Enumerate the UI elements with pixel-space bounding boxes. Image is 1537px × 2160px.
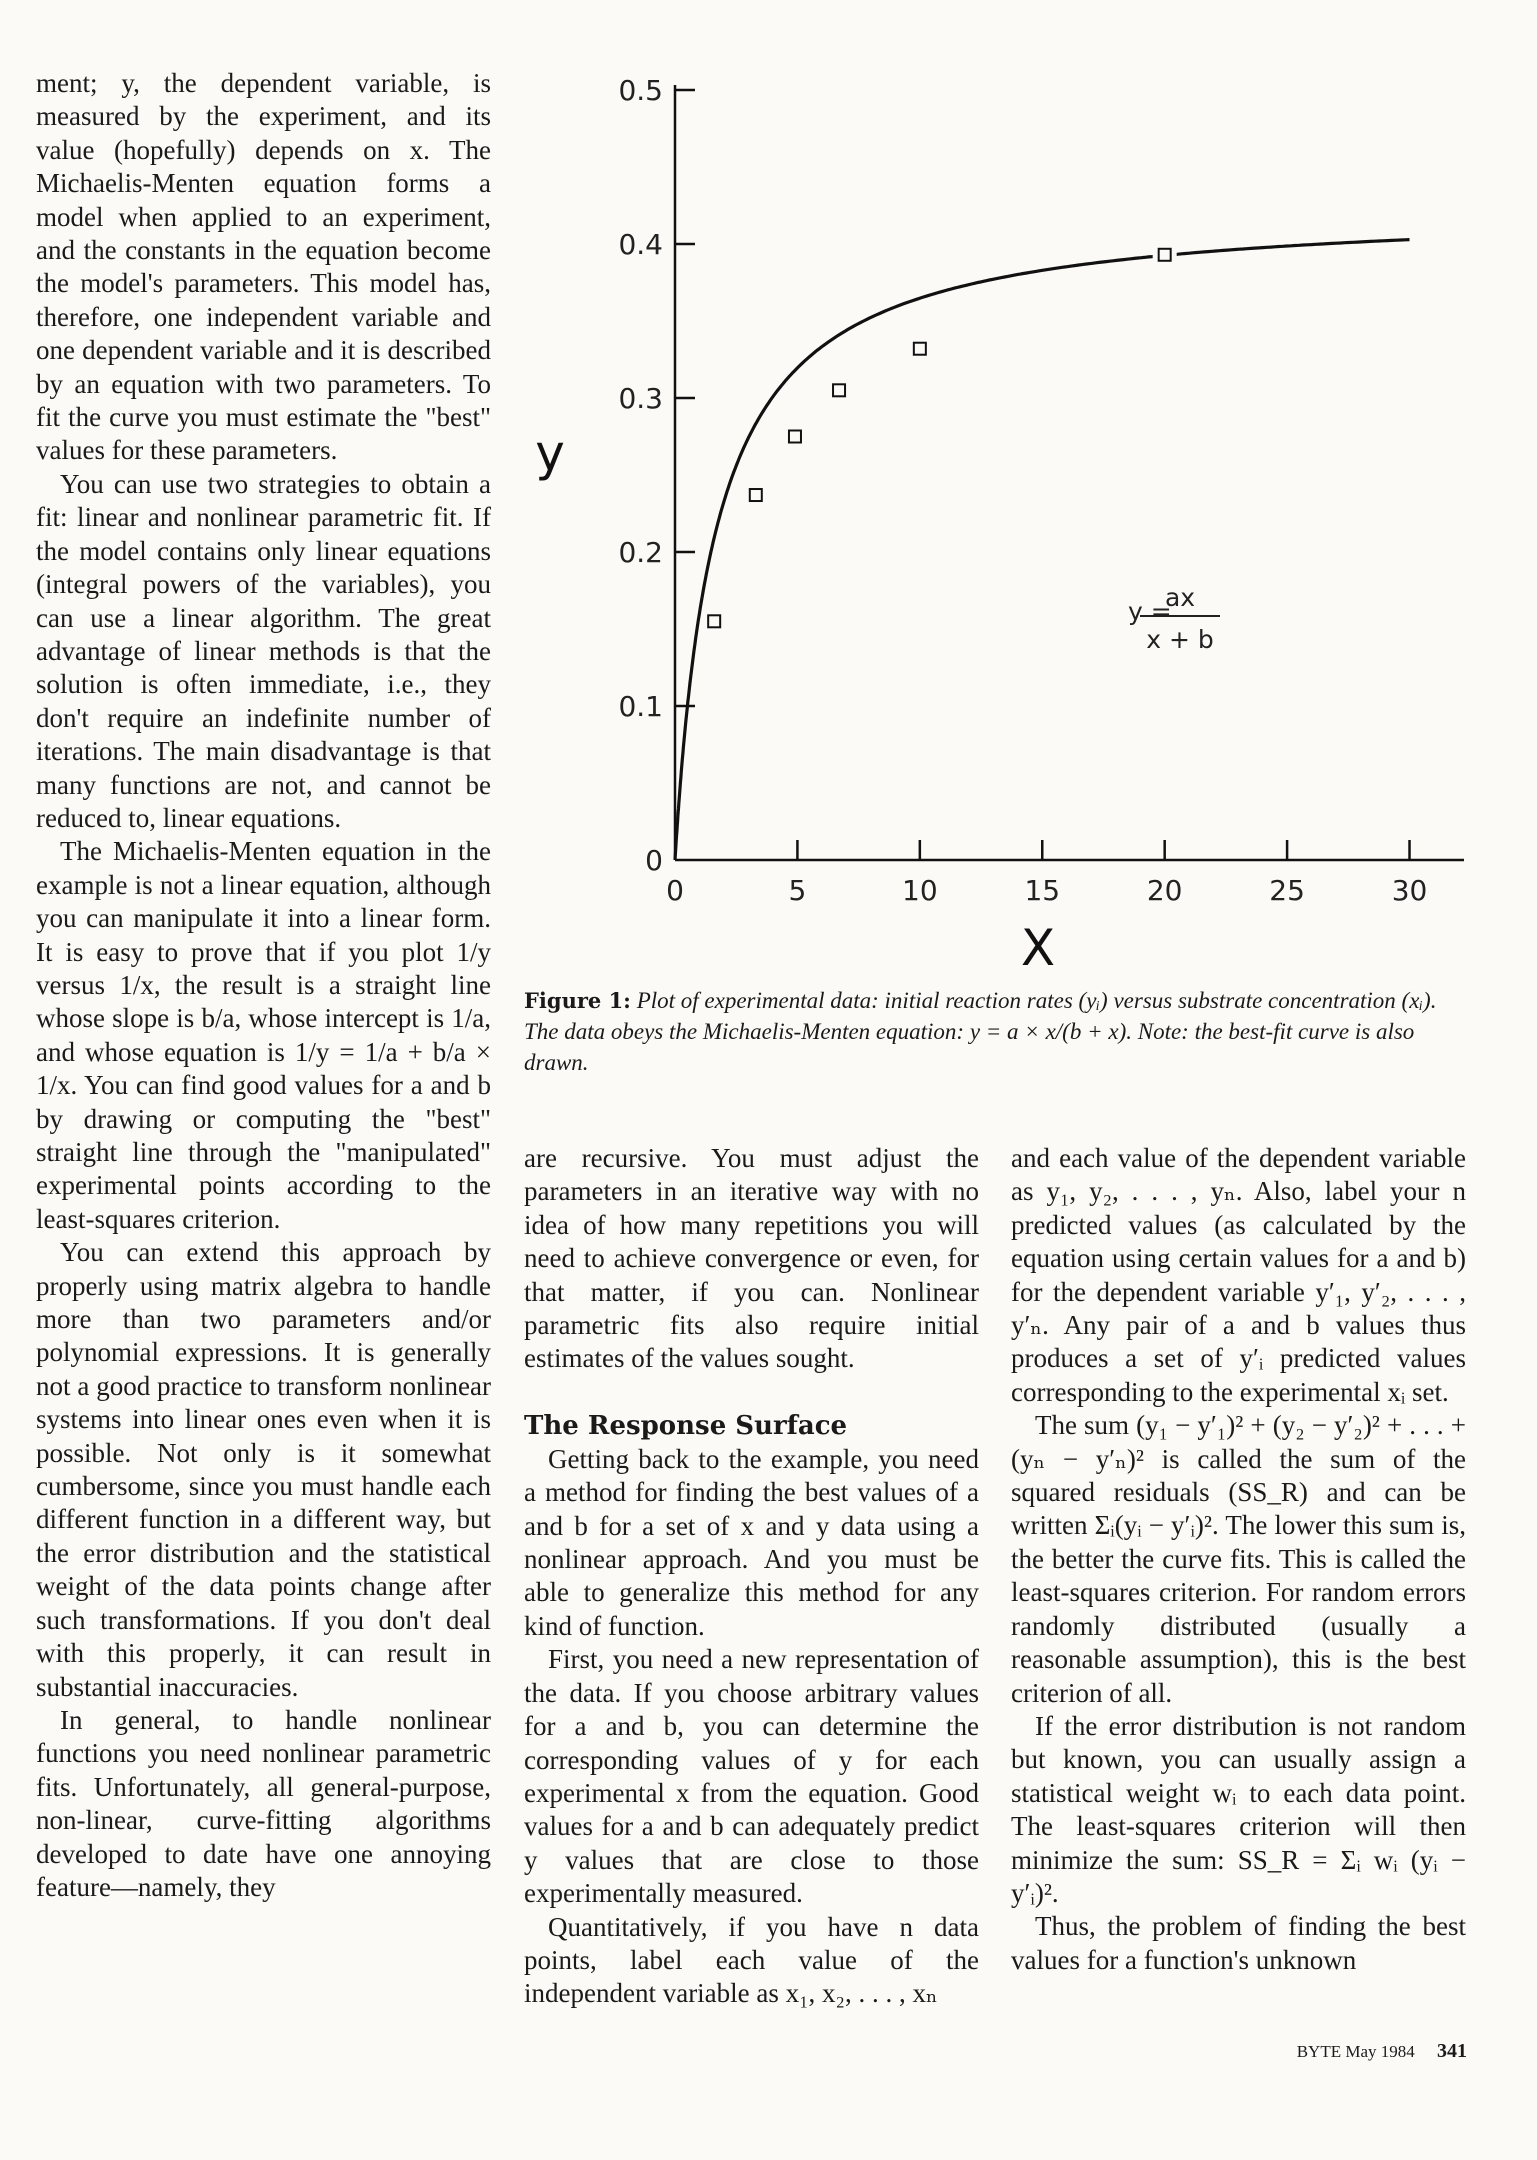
left-paragraph-2: You can use two strategies to obtain a fit: linear and nonlinear parametric fit. If the model contains only linear equations (integral powers of the variables), you can use a linear algorithm. The great advantage of linear methods is that the solution is often immediate, i.e., they don't require an indefinite number of iterations. The main disadvantage is that many functions are not, and cannot be reduced to, linear equations. xyxy=(36,468,491,833)
chart-axes xyxy=(675,85,1464,860)
middle-column xyxy=(524,1142,979,2011)
x-tick-label-25: 25 xyxy=(1269,874,1305,907)
x-tick-label-0: 0 xyxy=(666,874,684,907)
x-axis-label: X xyxy=(1020,919,1056,977)
data-point xyxy=(750,489,762,501)
section-heading: The Response Surface xyxy=(524,1410,848,1441)
footer-source: BYTE May 1984 xyxy=(1296,2042,1415,2061)
y-axis-label: y xyxy=(535,424,565,482)
middle-intro-paragraph: are recursive. You must adjust the parameters in an iterative way with no idea of how many repetitions you will need to achieve convergence or even, for that matter, if you can. Nonlinear parametric fits also require initial estimates of the values sought. xyxy=(524,1143,979,1374)
page-number: 341 xyxy=(1437,2040,1467,2062)
data-point xyxy=(1159,249,1171,261)
figure-1 xyxy=(535,60,1480,990)
x-tick-label-5: 5 xyxy=(788,874,807,907)
left-paragraph-5: In general, to handle nonlinear functions you need nonlinear parametric fits. Unfortunately, all general-purpose, non-linear, curve-fitting algorithms developed to date have one annoying feature—namely, they xyxy=(36,1704,491,1902)
michaelis-menten-chart xyxy=(535,60,1480,985)
right-column xyxy=(1011,1142,1466,1977)
best-fit-curve-path xyxy=(675,240,1410,860)
data-point xyxy=(833,384,845,396)
data-point xyxy=(914,343,926,355)
left-column xyxy=(36,67,491,1904)
x-tick-label-20: 20 xyxy=(1146,874,1183,907)
equation-lhs: y = xyxy=(1128,597,1172,626)
left-paragraph-3: The Michaelis-Menten equation in the example is not a linear equation, although you can manipulate it into a linear form. It is easy to prove that if you plot 1/y versus 1/x, the result is a straight line whose slope is b/a, whose intercept is 1/a, and whose equation is 1/y = 1/a + b/a × 1/x. You can find good values for a and b by drawing or computing the "best" straight line through the "manipulated" experimental points according to the least-squares criterion. xyxy=(36,836,491,1234)
left-paragraph-1: ment; y, the dependent variable, is measured by the experiment, and its value (hopefully) depends on x. The Michaelis-Menten equation forms a model when applied to an experiment, and the constants in the equation become the model's parameters. This model has, therefore, one independent variable and one dependent variable and it is described by an equation with two parameters. To fit the curve you must estimate the "best" values for these parameters. xyxy=(36,68,491,466)
caption-label: Figure 1: xyxy=(524,988,631,1013)
y-tick-label-0: 0 xyxy=(645,844,663,877)
data-point xyxy=(708,615,720,627)
right-paragraph-3: If the error distribution is not random but known, you can usually assign a statistical weight wᵢ to each data point. The least-squares criterion will then minimize the sum: SS_R = Σᵢ wᵢ (yᵢ − y′ᵢ)². xyxy=(1011,1710,1466,1908)
figure-caption xyxy=(524,985,1464,1078)
right-paragraph-1: and each value of the dependent variable as y₁, y₂, . . . , yₙ. Also, label your n predicted values (as calculated by the equation using certain values for a and b) for the dependent variable y′₁, y′₂, . . . , y′ₙ. Any pair of a and b values thus produces a set of y′ᵢ predicted values corresponding to the experimental xᵢ set. xyxy=(1011,1143,1466,1407)
equation-numerator: ax xyxy=(1164,583,1196,612)
right-paragraph-2: The sum (y₁ − y′₁)² + (y₂ − y′₂)² + . . . + (yₙ − y′ₙ)² is called the sum of the squared residuals (SS_R) and can be written Σᵢ(yᵢ − y′ᵢ)². The lower this sum is, the better the curve fits. This is called the least-squares criterion. For random errors randomly distributed (usually a reasonable assumption), this is the best criterion of all. xyxy=(1011,1410,1466,1708)
middle-paragraph-1: Getting back to the example, you need a method for finding the best values of a and b for a set of x and y data using a nonlinear approach. And you must be able to generalize this method for any kind of function. xyxy=(524,1443,979,1641)
y-tick-label-0.2: 0.2 xyxy=(618,536,663,569)
data-points xyxy=(702,243,1177,634)
chart-ticks xyxy=(618,74,1427,907)
y-tick-label-0.3: 0.3 xyxy=(618,382,663,415)
middle-paragraph-2: First, you need a new representation of the data. If you choose arbitrary values for a and b, you can determine the corresponding values of y for each experimental x from the equation. Good values for a and b can adequately predict y values that are close to those experimentally measured. xyxy=(524,1644,979,1909)
left-paragraph-4: You can extend this approach by properly using matrix algebra to handle more than two parameters and/or polynomial expressions. It is generally not a good practice to transform nonlinear systems into linear ones even when it is possible. Not only is it somewhat cumbersome, since you must handle each different function in a different way, but the error distribution and the statistical weight of the data points change after such transformations. If you don't deal with this properly, it can result in substantial inaccuracies. xyxy=(36,1237,491,1702)
middle-paragraph-3: Quantitatively, if you have n data points, label each value of the independent variable as x₁, x₂, . . . , xₙ xyxy=(524,1911,979,2009)
x-tick-label-30: 30 xyxy=(1391,874,1428,907)
y-tick-label-0.1: 0.1 xyxy=(618,690,663,723)
y-tick-label-0.5: 0.5 xyxy=(618,74,663,107)
page-footer xyxy=(1297,2040,1467,2063)
best-fit-curve xyxy=(675,240,1410,860)
right-paragraph-4: Thus, the problem of finding the best values for a function's unknown xyxy=(1011,1911,1466,1975)
y-tick-label-0.4: 0.4 xyxy=(618,228,663,261)
equation-annotation xyxy=(1128,583,1220,654)
x-tick-label-15: 15 xyxy=(1024,874,1061,907)
equation-denominator: x + b xyxy=(1146,625,1214,654)
x-tick-label-10: 10 xyxy=(902,874,938,907)
caption-text: Plot of experimental data: initial reaction rates (yᵢ) versus substrate concentration (xᵢ). The data obeys the Michaelis-Menten equation: y = a × x/(b + x). Note: the best-fit curve is also drawn. xyxy=(524,988,1437,1075)
data-point xyxy=(789,431,801,443)
